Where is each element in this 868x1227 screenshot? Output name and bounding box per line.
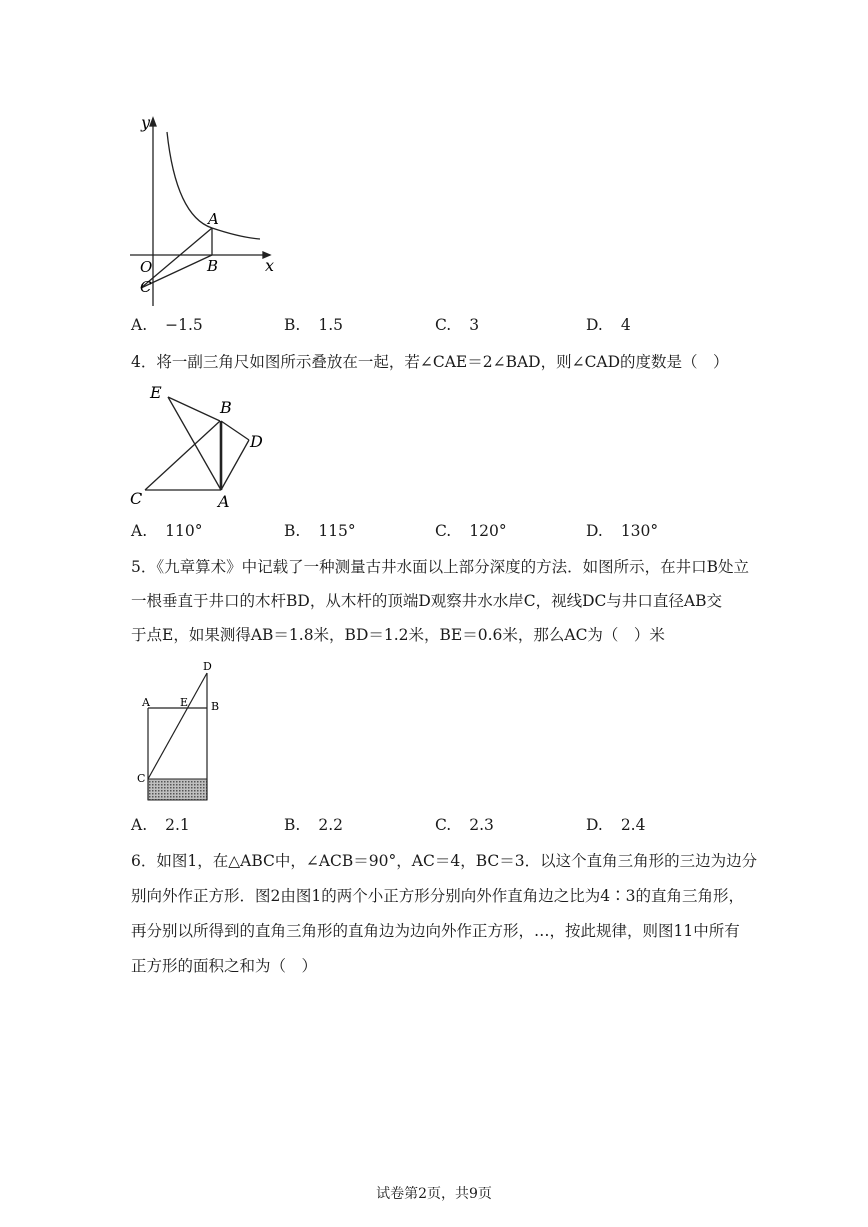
q5-text-line-2: 一根垂直于井口的木杆BD，从木杆的顶端D观察井水水岸C，视线DC与井口直径AB交: [131, 592, 722, 610]
fig4-label-b: B: [220, 398, 232, 417]
q4-option-d[interactable]: D. 130°: [586, 522, 659, 540]
fig4-label-d: D: [250, 432, 263, 451]
fig5-label-d: D: [203, 660, 212, 673]
q5-option-a[interactable]: A. 2.1: [131, 816, 190, 834]
fig1-label-c: C: [140, 278, 152, 296]
q6-text-line-1: 6．如图1，在△ABC中，∠ACB＝90°，AC＝4，BC＝3．以这个直角三角形的三边为边分: [131, 852, 758, 870]
figure-well: [128, 658, 238, 808]
fig1-label-a: A: [208, 210, 219, 228]
q5-text-line-3: 于点E，如果测得AB＝1.8米，BD＝1.2米，BE＝0.6米，那么AC为（ ）米: [131, 626, 665, 644]
fig5-label-b: B: [211, 700, 220, 713]
q4-text: 4．将一副三角尺如图所示叠放在一起，若∠CAE＝2∠BAD，则∠CAD的度数是（ ）: [131, 353, 729, 371]
q4-option-a[interactable]: A. 110°: [131, 522, 203, 540]
q3-option-d[interactable]: D. 4: [586, 316, 631, 334]
q5-option-b[interactable]: B. 2.2: [284, 816, 343, 834]
q3-option-a[interactable]: A. −1.5: [131, 316, 203, 334]
q5-text-line-1: 5．《九章算术》中记载了一种测量古井水面以上部分深度的方法．如图所示，在井口B处立: [131, 558, 750, 576]
fig1-label-o: O: [140, 258, 153, 276]
fig1-label-b: B: [207, 257, 219, 275]
q3-options: [131, 316, 771, 338]
fig4-label-c: C: [130, 489, 143, 508]
q3-option-b[interactable]: B. 1.5: [284, 316, 343, 334]
fig4-label-a: A: [218, 492, 230, 511]
figure-hyperbola: [128, 108, 288, 308]
fig4-label-e: E: [150, 383, 162, 402]
q6-text-line-3: 再分别以所得到的直角三角形的直角边为边向外作正方形，…，按此规律，则图11中所有: [131, 922, 740, 940]
q5-options: [131, 816, 771, 838]
fig1-label-y: y: [141, 113, 151, 132]
figure-triangle-rulers: [128, 380, 278, 510]
page-footer: 试卷第2页，共9页: [376, 1186, 492, 1202]
q3-option-c[interactable]: C. 3: [435, 316, 480, 334]
fig5-label-a: A: [142, 696, 150, 709]
q5-option-c[interactable]: C. 2.3: [435, 816, 494, 834]
fig5-label-c: C: [137, 772, 146, 785]
q6-text-line-2: 别向外作正方形．图2由图1的两个小正方形分别向外作直角边之比为4∶3的直角三角形，: [131, 887, 744, 905]
q4-options: [131, 522, 771, 544]
fig1-label-x: x: [265, 256, 275, 275]
fig5-label-e: E: [180, 696, 189, 709]
q4-option-c[interactable]: C. 120°: [435, 522, 507, 540]
q5-option-d[interactable]: D. 2.4: [586, 816, 646, 834]
q4-option-b[interactable]: B. 115°: [284, 522, 356, 540]
q6-text-line-4: 正方形的面积之和为（ ）: [131, 957, 318, 975]
